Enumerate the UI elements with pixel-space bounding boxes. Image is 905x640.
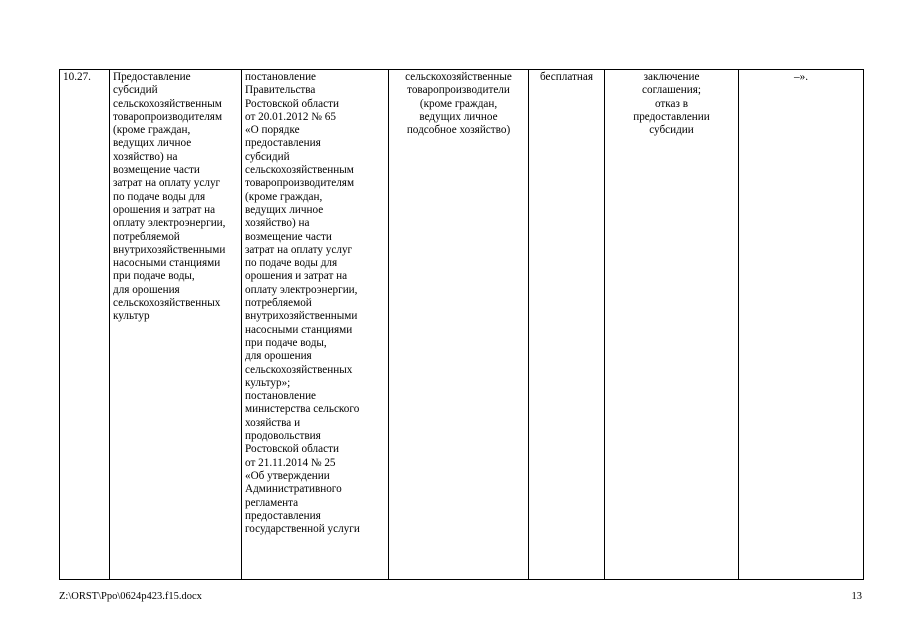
recipients-cell: сельскохозяйственные товаропроизводители (кроме граждан, ведущих личное подсобное хозяйство) xyxy=(389,70,529,580)
fee-cell: бесплатная xyxy=(529,70,605,580)
services-table xyxy=(59,69,864,580)
legal-basis-cell: постановление Правительства Ростовской области от 20.01.2012 № 65 «О порядке предоставления субсидий сельскохозяйственным товаропроизводителям (кроме граждан, ведущих личное хозяйство) на возмещение части затрат на оплату услуг по подаче воды для орошения и затрат на оплату электроэнергии, потребляемой внутрихозяйственными насосными станциями при подаче воды, для орошения сельскохозяйственных культур»; постановление министерства сельского хозяйства и продовольствия Ростовской области от 21.11.2014 № 25 «Об утверждении Административного регламента предоставления государственной услуги xyxy=(242,70,389,580)
footer-page-number: 13 xyxy=(851,591,862,602)
row-number-cell: 10.27. xyxy=(60,70,110,580)
footer-file-path: Z:\ORST\Ppo\0624p423.f15.docx xyxy=(59,591,202,602)
service-name-cell: Предоставление субсидий сельскохозяйственным товаропроизводителям (кроме граждан, ведущих личное хозяйство) на возмещение части затрат на оплату услуг по подаче воды для орошения и затрат на оплату электроэнергии, потребляемой внутрихозяйственными насосными станциями при подаче воды, для орошения сельскохозяйственных культур xyxy=(110,70,242,580)
table-row xyxy=(60,70,864,580)
result-cell: заключение соглашения; отказ в предоставлении субсидии xyxy=(605,70,739,580)
closing-mark-cell: –». xyxy=(739,70,864,580)
